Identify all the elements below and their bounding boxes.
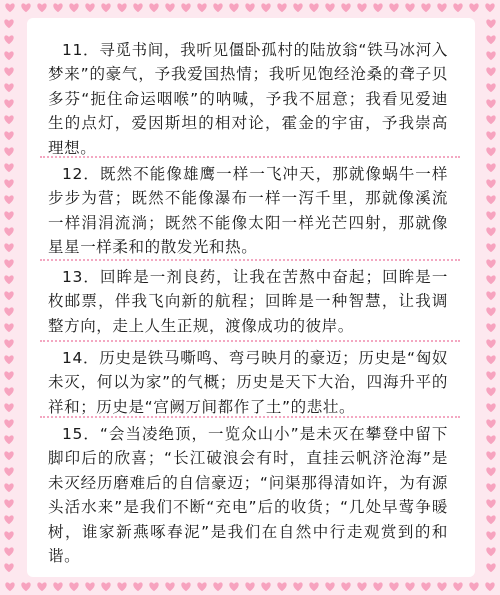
heart-icon [85,3,94,12]
heart-icon [4,99,13,108]
heart-icon [486,355,495,364]
heart-icon [486,163,495,172]
heart-icon [85,582,94,591]
heart-icon [37,582,46,591]
heart-icon [341,582,350,591]
heart-icon [469,3,478,12]
heart-icon [486,211,495,220]
heart-icon [197,3,206,12]
heart-icon [4,147,13,156]
heart-icon [486,547,495,556]
heart-icon [309,582,318,591]
heart-icon [165,582,174,591]
heart-icon [4,67,13,76]
heart-icon [453,3,462,12]
heart-icon [4,275,13,284]
heart-icon [469,582,478,591]
heart-icon [486,563,495,572]
heart-icon [453,582,462,591]
heart-icon [4,115,13,124]
heart-icon [357,3,366,12]
paragraph-14: 14．历史是铁马嘶鸣、弯弓映月的豪迈；历史是“匈奴未灭，何以为家”的气概；历史是天下大治，四海升平的祥和；历史是“宫阙万间都作了土”的悲壮。 [48,349,448,416]
heart-icon [486,195,495,204]
heart-icon [229,582,238,591]
heart-icon [486,499,495,508]
heart-icon [245,3,254,12]
heart-icon [4,563,13,572]
heart-icon [4,195,13,204]
heart-icon [213,3,222,12]
heart-icon [4,227,13,236]
heart-icon [486,147,495,156]
heart-icon [341,3,350,12]
heart-icon [277,3,286,12]
heart-icon [4,419,13,428]
heart-icon [486,323,495,332]
heart-icon [486,51,495,60]
heart-icon [373,3,382,12]
heart-icon [53,3,62,12]
paragraph-11: 11．寻觅书间，我听见僵卧孤村的陆放翁“铁马冰河入梦来”的豪气，予我爱国热情；我听见饱经沧桑的聋子贝多芬“扼住命运咽喉”的呐喊，予我不屈意；我看见爱迪生的点灯，爱因斯坦的相对论，霍金的宇宙，予我崇高理想。 [48,41,448,157]
heart-icon [53,582,62,591]
heart-icon [69,3,78,12]
heart-icon [4,243,13,252]
heart-icon [4,35,13,44]
heart-icon [4,371,13,380]
heart-icon [293,3,302,12]
divider [40,340,460,342]
heart-icon [486,307,495,316]
paragraph-13: 13．回眸是一剂良药，让我在苦熬中奋起；回眸是一枚邮票，伴我飞向新的航程；回眸是一种智慧，让我调整方向，走上人生正规，渡像成功的彼岸。 [48,268,448,335]
heart-icon [486,67,495,76]
heart-icon [4,483,13,492]
heart-icon [5,582,14,591]
heart-icon [4,467,13,476]
heart-icon [485,3,494,12]
heart-icon [21,3,30,12]
heart-icon [101,582,110,591]
heart-icon [149,3,158,12]
heart-icon [486,451,495,460]
heart-icon [486,435,495,444]
heart-icon [486,275,495,284]
heart-icon [486,531,495,540]
divider [40,259,460,261]
heart-icon [4,163,13,172]
heart-icon [4,355,13,364]
heart-icon [133,582,142,591]
heart-icon [486,227,495,236]
heart-icon [486,35,495,44]
heart-icon [437,3,446,12]
heart-icon [325,3,334,12]
heart-icon [4,323,13,332]
heart-icon [421,582,430,591]
heart-icon [437,582,446,591]
heart-icon [4,307,13,316]
heart-icon [4,51,13,60]
heart-icon [37,3,46,12]
heart-icon [485,582,494,591]
heart-icon [5,3,14,12]
heart-icon [325,582,334,591]
heart-icon [229,3,238,12]
heart-icon [293,582,302,591]
heart-icon [486,387,495,396]
heart-icon [486,467,495,476]
heart-icon [4,387,13,396]
heart-icon [4,83,13,92]
heart-icon [486,131,495,140]
heart-icon [486,371,495,380]
heart-icon [245,582,254,591]
heart-icon [486,179,495,188]
heart-icon [4,259,13,268]
heart-icon [181,582,190,591]
heart-icon [4,131,13,140]
heart-icon [213,582,222,591]
heart-icon [389,3,398,12]
heart-icon [4,547,13,556]
heart-icon [4,179,13,188]
heart-icon [486,83,495,92]
heart-icon [4,339,13,348]
heart-icon [117,582,126,591]
heart-icon [486,243,495,252]
heart-icon [69,582,78,591]
heart-icon [101,3,110,12]
heart-icon [486,291,495,300]
heart-icon [486,115,495,124]
heart-icon [4,19,13,28]
heart-icon [486,19,495,28]
paragraph-15: 15．“会当凌绝顶，一览众山小”是未灭在攀登中留下脚印后的欣喜；“长江破浪会有时，直挂云帆济沧海”是未灭经历磨难后的自信豪迈；“问渠那得清如许，为有源头活水来”是我们不断“充电”后的收货；“几处早莺争暖树，谁家新燕啄春泥”是我们在自然中行走观赏到的和谐。 [48,425,448,566]
paragraph-12: 12．既然不能像雄鹰一样一飞冲天，那就像蜗牛一样步步为营；既然不能像瀑布一样一泻千里，那就像溪流一样涓涓流淌；既然不能像太阳一样光芒四射，那就像星星一样柔和的散发光和热。 [48,165,448,257]
heart-icon [4,435,13,444]
heart-icon [261,582,270,591]
heart-icon [373,582,382,591]
divider [40,156,460,158]
heart-icon [133,3,142,12]
heart-icon [357,582,366,591]
heart-icon [405,3,414,12]
heart-icon [149,582,158,591]
heart-icon [117,3,126,12]
heart-icon [405,582,414,591]
heart-icon [4,499,13,508]
heart-icon [277,582,286,591]
heart-icon [4,291,13,300]
heart-icon [197,582,206,591]
heart-icon [486,515,495,524]
heart-icon [4,515,13,524]
heart-icon [389,582,398,591]
heart-icon [261,3,270,12]
heart-icon [181,3,190,12]
heart-icon [4,451,13,460]
heart-icon [421,3,430,12]
heart-icon [486,403,495,412]
heart-icon [4,211,13,220]
heart-icon [486,339,495,348]
divider [40,416,460,418]
heart-icon [21,582,30,591]
heart-icon [309,3,318,12]
heart-icon [486,419,495,428]
heart-icon [4,403,13,412]
heart-icon [486,259,495,268]
heart-icon [4,531,13,540]
heart-icon [486,99,495,108]
heart-icon [165,3,174,12]
heart-icon [486,483,495,492]
